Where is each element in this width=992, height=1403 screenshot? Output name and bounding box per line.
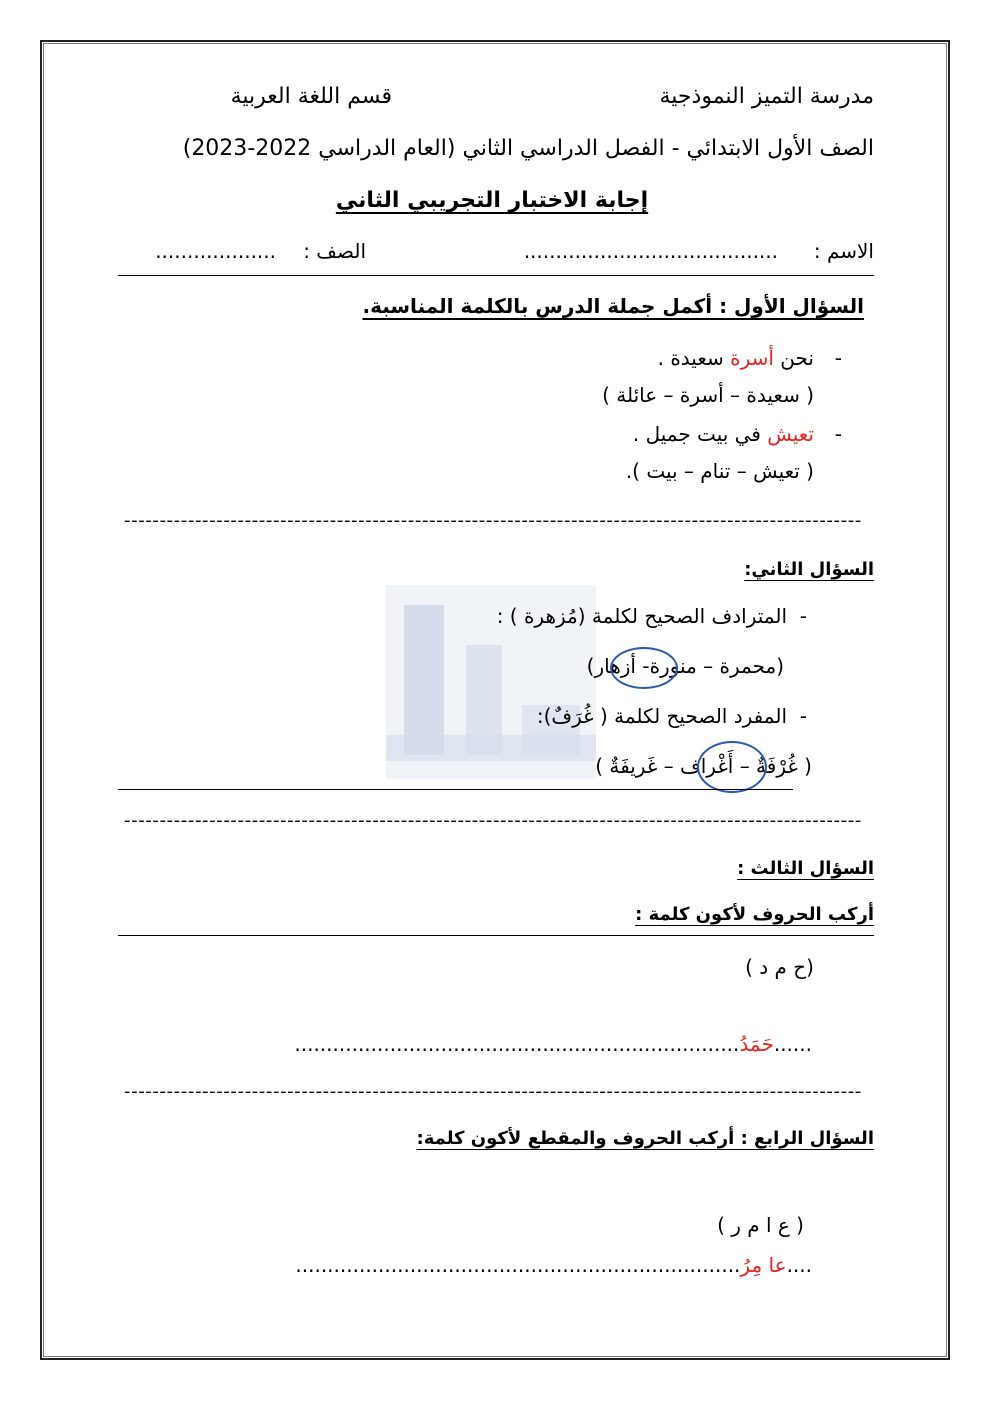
q3-letters: (ح م د ) <box>745 955 814 979</box>
q1-item-1-before: نحن <box>773 346 814 370</box>
answer-circle-1 <box>610 647 678 689</box>
q1-item-1-options: ( سعيدة – أسرة – عائلة ) <box>602 383 814 407</box>
q1-item-1-bullet: - <box>834 346 842 370</box>
q2-item-1-prompt: المترادف الصحيح لكلمة (مُزهرة ) : <box>496 604 787 628</box>
q4-answer-line <box>295 1255 812 1275</box>
name-dots: ........................................ <box>523 239 778 263</box>
q4-dots-before: .... <box>786 1253 812 1277</box>
q4-dots-after: ...................................................................... <box>295 1253 741 1277</box>
q1-heading: السؤال الأول : أكمل جملة الدرس بالكلمة المناسبة. <box>362 294 864 318</box>
q2-heading: السؤال الثاني: <box>744 559 874 580</box>
separator-1: -------------------------------------------------------------------------------------------------------- <box>124 512 862 530</box>
q1-item-1-answer: أسرة <box>730 346 774 370</box>
q2-rule <box>118 789 793 790</box>
name-label: الاسم : <box>813 239 874 263</box>
q4-answer: عا مِرُ <box>740 1253 787 1277</box>
class-label: الصف : <box>303 239 366 263</box>
school-name: مدرسة التميز النموذجية <box>659 84 874 109</box>
q3-dots-after: ...................................................................... <box>294 1032 740 1056</box>
separator-2: -------------------------------------------------------------------------------------------------------- <box>124 812 862 830</box>
q3-instruction: أركب الحروف لأكون كلمة : <box>635 904 874 925</box>
q1-item-2-after: في بيت جميل . <box>632 422 768 446</box>
q2-item-2-bullet: - <box>799 704 807 728</box>
q2-item-2-options: ( غُرْفَةٌ – أَغْراف – غَريفَةٌ ) <box>595 754 812 778</box>
q2-item-1-bullet: - <box>799 604 807 628</box>
q1-item-2-bullet: - <box>834 422 842 446</box>
q1-item-2 <box>633 424 814 444</box>
separator-3: -------------------------------------------------------------------------------------------------------- <box>124 1083 862 1101</box>
department-name: قسم اللغة العربية <box>230 84 392 109</box>
grade-line: الصف الأول الابتدائي - الفصل الدراسي الثاني (العام الدراسي 2022-2023) <box>182 136 874 161</box>
q1-item-2-answer: تعيش <box>767 422 814 446</box>
page-title: إجابة الاختبار التجريبي الثاني <box>335 188 649 213</box>
q4-heading: السؤال الرابع : أركب الحروف والمقطع لأكون كلمة: <box>416 1128 874 1149</box>
q3-rule <box>118 935 874 936</box>
q1-item-2-options: ( تعيش – تنام – بيت ). <box>625 459 814 483</box>
q1-item-1-after: سعيدة . <box>657 346 731 370</box>
q2-item-2-prompt: المفرد الصحيح لكلمة ( غُرَفٌ): <box>536 704 787 728</box>
class-dots: ................... <box>155 239 276 263</box>
q2-item-1-options: (محمرة – منورة- أزهار) <box>586 654 784 678</box>
q4-letters: ( ع ا م ر ) <box>717 1213 804 1237</box>
header-rule <box>118 275 874 276</box>
q3-answer-line <box>294 1034 812 1054</box>
q3-dots-before: ...... <box>773 1032 812 1056</box>
answer-circle-2 <box>697 741 767 793</box>
q1-item-1 <box>658 348 814 368</box>
q3-heading: السؤال الثالث : <box>737 858 874 879</box>
q3-answer: حَمَدُ <box>739 1032 774 1056</box>
